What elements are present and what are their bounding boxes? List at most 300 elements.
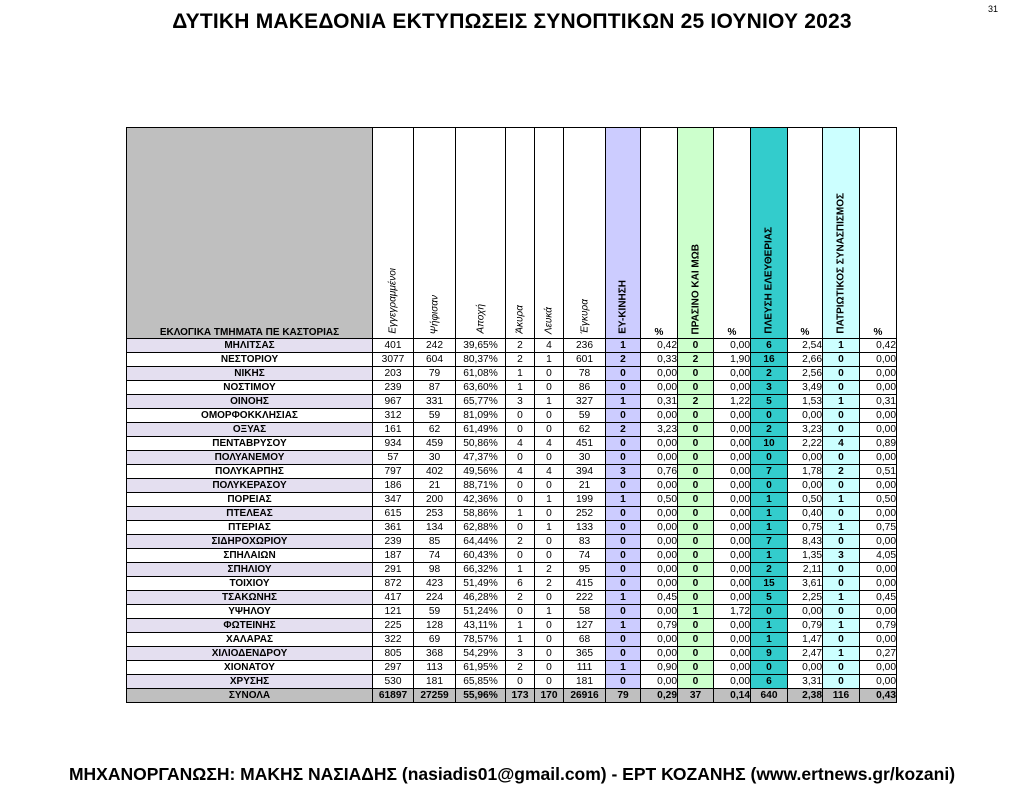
cell-patriotikos-pct: 0,00 (860, 353, 897, 367)
cell-abstention: 81,09% (456, 409, 506, 423)
cell-voted: 368 (414, 647, 456, 661)
cell-plefsi-pct: 0,79 (788, 619, 823, 633)
cell-abstention: 61,49% (456, 423, 506, 437)
cell-valid: 26916 (564, 689, 606, 703)
cell-registered: 203 (373, 367, 414, 381)
cell-prasino-mov-pct: 0,00 (714, 521, 751, 535)
cell-valid: 21 (564, 479, 606, 493)
cell-valid: 451 (564, 437, 606, 451)
cell-prasino-mov-votes: 0 (678, 563, 714, 577)
cell-patriotikos-votes: 2 (823, 465, 860, 479)
cell-district-name: ΝΟΣΤΙΜΟΥ (127, 381, 373, 395)
cell-plefsi-pct: 2,25 (788, 591, 823, 605)
cell-patriotikos-pct: 0,00 (860, 563, 897, 577)
cell-invalid: 1 (506, 619, 535, 633)
cell-ev-kinisi-votes: 0 (606, 521, 641, 535)
cell-ev-kinisi-pct: 0,00 (641, 563, 678, 577)
cell-district-name: ΟΙΝΟΗΣ (127, 395, 373, 409)
cell-valid: 62 (564, 423, 606, 437)
cell-abstention: 46,28% (456, 591, 506, 605)
cell-ev-kinisi-pct: 0,00 (641, 381, 678, 395)
cell-ev-kinisi-pct: 0,00 (641, 451, 678, 465)
cell-plefsi-votes: 5 (751, 395, 788, 409)
cell-ev-kinisi-pct: 0,76 (641, 465, 678, 479)
cell-plefsi-pct: 0,75 (788, 521, 823, 535)
cell-district-name: ΠΕΝΤΑΒΡΥΣΟΥ (127, 437, 373, 451)
cell-registered: 3077 (373, 353, 414, 367)
cell-abstention: 78,57% (456, 633, 506, 647)
cell-plefsi-votes: 7 (751, 465, 788, 479)
cell-registered: 967 (373, 395, 414, 409)
cell-abstention: 80,37% (456, 353, 506, 367)
cell-valid: 394 (564, 465, 606, 479)
cell-patriotikos-pct: 0,00 (860, 367, 897, 381)
cell-blank: 0 (535, 451, 564, 465)
table-row (127, 563, 897, 577)
page-number: 31 (988, 4, 999, 14)
cell-blank: 0 (535, 675, 564, 689)
header-voted (414, 128, 456, 339)
cell-valid: 601 (564, 353, 606, 367)
table-row (127, 605, 897, 619)
cell-invalid: 0 (506, 493, 535, 507)
header-party-patriotikos (823, 128, 860, 339)
cell-patriotikos-votes: 0 (823, 367, 860, 381)
cell-prasino-mov-votes: 0 (678, 521, 714, 535)
header-district: ΕΚΛΟΓΙΚΑ ΤΜΗΜΑΤΑ ΠΕ ΚΑΣΤΟΡΙΑΣ (127, 128, 373, 339)
cell-blank: 1 (535, 521, 564, 535)
cell-voted: 459 (414, 437, 456, 451)
cell-plefsi-votes: 1 (751, 521, 788, 535)
cell-plefsi-pct: 2,56 (788, 367, 823, 381)
cell-blank: 4 (535, 465, 564, 479)
cell-blank: 0 (535, 381, 564, 395)
cell-district-name: ΣΠΗΛΙΟΥ (127, 563, 373, 577)
header-row (127, 128, 897, 339)
cell-ev-kinisi-pct: 0,00 (641, 437, 678, 451)
cell-abstention: 65,77% (456, 395, 506, 409)
cell-invalid: 6 (506, 577, 535, 591)
cell-registered: 57 (373, 451, 414, 465)
table-row (127, 535, 897, 549)
cell-ev-kinisi-pct: 0,00 (641, 675, 678, 689)
cell-patriotikos-pct: 0,00 (860, 381, 897, 395)
cell-district-name: ΠΤΕΡΙΑΣ (127, 521, 373, 535)
cell-voted: 79 (414, 367, 456, 381)
cell-ev-kinisi-pct: 0,00 (641, 367, 678, 381)
cell-patriotikos-pct: 0,00 (860, 661, 897, 675)
cell-plefsi-votes: 2 (751, 367, 788, 381)
cell-blank: 0 (535, 549, 564, 563)
header-pct-2: % (714, 128, 751, 339)
cell-valid: 111 (564, 661, 606, 675)
header-valid (564, 128, 606, 339)
cell-valid: 30 (564, 451, 606, 465)
cell-plefsi-pct: 8,43 (788, 535, 823, 549)
cell-patriotikos-pct: 0,89 (860, 437, 897, 451)
cell-prasino-mov-pct: 0,00 (714, 647, 751, 661)
cell-invalid: 1 (506, 633, 535, 647)
cell-valid: 252 (564, 507, 606, 521)
cell-registered: 615 (373, 507, 414, 521)
table-row (127, 675, 897, 689)
cell-district-name: ΧΡΥΣΗΣ (127, 675, 373, 689)
cell-plefsi-votes: 0 (751, 605, 788, 619)
cell-abstention: 62,88% (456, 521, 506, 535)
cell-voted: 59 (414, 605, 456, 619)
cell-registered: 239 (373, 381, 414, 395)
cell-ev-kinisi-votes: 0 (606, 563, 641, 577)
header-pct-4: % (860, 128, 897, 339)
cell-ev-kinisi-pct: 0,00 (641, 647, 678, 661)
cell-patriotikos-votes: 1 (823, 339, 860, 353)
cell-ev-kinisi-votes: 0 (606, 437, 641, 451)
cell-blank: 2 (535, 563, 564, 577)
cell-voted: 134 (414, 521, 456, 535)
cell-invalid: 4 (506, 465, 535, 479)
cell-prasino-mov-votes: 0 (678, 339, 714, 353)
cell-district-name: ΟΞΥΑΣ (127, 423, 373, 437)
cell-plefsi-votes: 3 (751, 381, 788, 395)
cell-valid: 78 (564, 367, 606, 381)
cell-valid: 127 (564, 619, 606, 633)
cell-blank: 1 (535, 353, 564, 367)
table-row (127, 465, 897, 479)
cell-district-name: ΣΙΔΗΡΟΧΩΡΙΟΥ (127, 535, 373, 549)
cell-abstention: 49,56% (456, 465, 506, 479)
cell-ev-kinisi-pct: 0,00 (641, 535, 678, 549)
cell-patriotikos-pct: 0,75 (860, 521, 897, 535)
cell-ev-kinisi-votes: 0 (606, 647, 641, 661)
header-blank-label: Λευκά (543, 306, 555, 334)
cell-prasino-mov-votes: 0 (678, 661, 714, 675)
cell-plefsi-votes: 1 (751, 549, 788, 563)
cell-ev-kinisi-votes: 0 (606, 633, 641, 647)
header-blank (535, 128, 564, 339)
cell-voted: 30 (414, 451, 456, 465)
cell-plefsi-pct: 2,54 (788, 339, 823, 353)
cell-prasino-mov-pct: 1,22 (714, 395, 751, 409)
table-row (127, 619, 897, 633)
cell-ev-kinisi-votes: 0 (606, 535, 641, 549)
cell-patriotikos-votes: 0 (823, 605, 860, 619)
cell-ev-kinisi-votes: 0 (606, 381, 641, 395)
cell-patriotikos-votes: 0 (823, 381, 860, 395)
cell-abstention: 47,37% (456, 451, 506, 465)
cell-ev-kinisi-pct: 0,50 (641, 493, 678, 507)
cell-prasino-mov-votes: 0 (678, 507, 714, 521)
cell-voted: 62 (414, 423, 456, 437)
table-row (127, 479, 897, 493)
cell-plefsi-pct: 1,35 (788, 549, 823, 563)
cell-ev-kinisi-pct: 0,31 (641, 395, 678, 409)
cell-plefsi-pct: 3,31 (788, 675, 823, 689)
cell-ev-kinisi-votes: 2 (606, 353, 641, 367)
header-party-plefsi (751, 128, 788, 339)
cell-patriotikos-pct: 0,50 (860, 493, 897, 507)
cell-plefsi-votes: 7 (751, 535, 788, 549)
header-party-ev-kinisi-label: ΕΥ-ΚΙΝΗΣΗ (617, 280, 629, 334)
cell-prasino-mov-votes: 1 (678, 605, 714, 619)
cell-patriotikos-votes: 0 (823, 507, 860, 521)
cell-plefsi-votes: 2 (751, 423, 788, 437)
table-row (127, 507, 897, 521)
cell-invalid: 1 (506, 563, 535, 577)
cell-prasino-mov-pct: 0,14 (714, 689, 751, 703)
cell-prasino-mov-votes: 0 (678, 647, 714, 661)
cell-valid: 74 (564, 549, 606, 563)
cell-invalid: 0 (506, 549, 535, 563)
cell-ev-kinisi-pct: 0,00 (641, 507, 678, 521)
cell-plefsi-votes: 1 (751, 633, 788, 647)
cell-blank: 0 (535, 633, 564, 647)
cell-invalid: 0 (506, 409, 535, 423)
cell-patriotikos-pct: 0,00 (860, 605, 897, 619)
table-row (127, 353, 897, 367)
cell-abstention: 60,43% (456, 549, 506, 563)
cell-registered: 187 (373, 549, 414, 563)
cell-patriotikos-votes: 0 (823, 451, 860, 465)
cell-patriotikos-pct: 0,42 (860, 339, 897, 353)
cell-invalid: 2 (506, 591, 535, 605)
cell-abstention: 54,29% (456, 647, 506, 661)
cell-blank: 1 (535, 605, 564, 619)
cell-plefsi-pct: 1,53 (788, 395, 823, 409)
cell-ev-kinisi-pct: 0,33 (641, 353, 678, 367)
cell-invalid: 173 (506, 689, 535, 703)
cell-registered: 530 (373, 675, 414, 689)
cell-patriotikos-pct: 0,00 (860, 479, 897, 493)
cell-ev-kinisi-votes: 2 (606, 423, 641, 437)
cell-abstention: 64,44% (456, 535, 506, 549)
cell-ev-kinisi-pct: 0,00 (641, 521, 678, 535)
cell-blank: 0 (535, 507, 564, 521)
header-abstention-label: Αποχή (475, 304, 486, 334)
cell-ev-kinisi-votes: 0 (606, 451, 641, 465)
cell-patriotikos-votes: 1 (823, 591, 860, 605)
cell-invalid: 0 (506, 675, 535, 689)
cell-prasino-mov-pct: 0,00 (714, 619, 751, 633)
cell-valid: 83 (564, 535, 606, 549)
cell-ev-kinisi-votes: 79 (606, 689, 641, 703)
cell-invalid: 3 (506, 395, 535, 409)
header-pct-1: % (641, 128, 678, 339)
cell-plefsi-pct: 2,47 (788, 647, 823, 661)
cell-prasino-mov-pct: 0,00 (714, 479, 751, 493)
cell-plefsi-pct: 3,23 (788, 423, 823, 437)
cell-plefsi-votes: 2 (751, 563, 788, 577)
cell-registered: 239 (373, 535, 414, 549)
cell-ev-kinisi-pct: 0,00 (641, 479, 678, 493)
cell-ev-kinisi-votes: 1 (606, 619, 641, 633)
table-row (127, 381, 897, 395)
cell-prasino-mov-votes: 0 (678, 465, 714, 479)
cell-plefsi-votes: 10 (751, 437, 788, 451)
cell-blank: 0 (535, 479, 564, 493)
header-voted-label: Ψήφισαν (429, 294, 440, 334)
table-row (127, 521, 897, 535)
cell-ev-kinisi-pct: 3,23 (641, 423, 678, 437)
cell-prasino-mov-pct: 0,00 (714, 367, 751, 381)
cell-blank: 0 (535, 591, 564, 605)
cell-prasino-mov-pct: 0,00 (714, 465, 751, 479)
cell-invalid: 1 (506, 507, 535, 521)
cell-invalid: 4 (506, 437, 535, 451)
cell-blank: 0 (535, 367, 564, 381)
table-row (127, 661, 897, 675)
cell-plefsi-votes: 0 (751, 661, 788, 675)
header-party-prasino-mov (678, 128, 714, 339)
cell-abstention: 61,08% (456, 367, 506, 381)
cell-district-name: ΟΜΟΡΦΟΚΚΛΗΣΙΑΣ (127, 409, 373, 423)
cell-voted: 69 (414, 633, 456, 647)
cell-prasino-mov-votes: 2 (678, 395, 714, 409)
cell-ev-kinisi-votes: 0 (606, 549, 641, 563)
cell-plefsi-votes: 6 (751, 675, 788, 689)
cell-blank: 0 (535, 423, 564, 437)
cell-patriotikos-votes: 0 (823, 563, 860, 577)
table-row (127, 647, 897, 661)
cell-patriotikos-votes: 0 (823, 535, 860, 549)
cell-plefsi-votes: 1 (751, 507, 788, 521)
cell-registered: 347 (373, 493, 414, 507)
header-invalid-label: Άκυρα (514, 305, 526, 334)
header-party-patriotikos-label: ΠΑΤΡΙΩΤΙΚΟΣ ΣΥΝΑΣΠΙΣΜΟΣ (835, 193, 847, 334)
header-registered-label: Εγγεγραμμένοι (387, 268, 399, 334)
cell-plefsi-pct: 0,00 (788, 661, 823, 675)
cell-prasino-mov-pct: 1,72 (714, 605, 751, 619)
results-table (126, 127, 897, 703)
cell-invalid: 1 (506, 381, 535, 395)
cell-prasino-mov-votes: 0 (678, 479, 714, 493)
cell-patriotikos-votes: 1 (823, 395, 860, 409)
cell-valid: 86 (564, 381, 606, 395)
table-row (127, 577, 897, 591)
cell-patriotikos-pct: 0,43 (860, 689, 897, 703)
cell-patriotikos-pct: 0,00 (860, 633, 897, 647)
cell-patriotikos-votes: 116 (823, 689, 860, 703)
header-party-prasino-mov-label: ΠΡΑΣΙΝΟ ΚΑΙ ΜΩΒ (690, 243, 701, 334)
cell-district-name: ΝΙΚΗΣ (127, 367, 373, 381)
cell-ev-kinisi-votes: 0 (606, 577, 641, 591)
cell-ev-kinisi-pct: 0,90 (641, 661, 678, 675)
cell-patriotikos-votes: 3 (823, 549, 860, 563)
cell-plefsi-pct: 1,78 (788, 465, 823, 479)
table-row (127, 395, 897, 409)
table-row (127, 409, 897, 423)
header-pct-3: % (788, 128, 823, 339)
cell-plefsi-pct: 2,38 (788, 689, 823, 703)
cell-prasino-mov-votes: 0 (678, 591, 714, 605)
page-title: ΔΥΤΙΚΗ ΜΑΚΕΔΟΝΙΑ ΕΚΤΥΠΩΣΕΙΣ ΣΥΝΟΠΤΙΚΩΝ 25 ΙΟΥΝΙΟΥ 2023 (172, 10, 852, 33)
cell-patriotikos-pct: 4,05 (860, 549, 897, 563)
cell-prasino-mov-votes: 0 (678, 577, 714, 591)
cell-prasino-mov-votes: 0 (678, 409, 714, 423)
cell-registered: 322 (373, 633, 414, 647)
cell-ev-kinisi-votes: 1 (606, 339, 641, 353)
cell-voted: 242 (414, 339, 456, 353)
cell-district-name: ΤΣΑΚΩΝΗΣ (127, 591, 373, 605)
footer-credits: ΜΗΧΑΝΟΡΓΑΝΩΣΗ: ΜΑΚΗΣ ΝΑΣΙΑΔΗΣ (nasiadis01@gmail.com) - ΕΡΤ ΚΟΖΑΝΗΣ (www.ertnews.gr/kozani) (68, 764, 956, 784)
cell-invalid: 0 (506, 479, 535, 493)
cell-registered: 291 (373, 563, 414, 577)
cell-registered: 297 (373, 661, 414, 675)
cell-prasino-mov-pct: 0,00 (714, 633, 751, 647)
cell-plefsi-pct: 3,61 (788, 577, 823, 591)
cell-ev-kinisi-votes: 0 (606, 605, 641, 619)
totals-row (127, 689, 897, 703)
cell-abstention: 63,60% (456, 381, 506, 395)
cell-plefsi-votes: 9 (751, 647, 788, 661)
cell-patriotikos-votes: 0 (823, 633, 860, 647)
cell-prasino-mov-pct: 0,00 (714, 549, 751, 563)
cell-blank: 4 (535, 437, 564, 451)
cell-plefsi-votes: 6 (751, 339, 788, 353)
cell-abstention: 61,95% (456, 661, 506, 675)
cell-patriotikos-pct: 0,51 (860, 465, 897, 479)
cell-patriotikos-pct: 0,27 (860, 647, 897, 661)
cell-patriotikos-pct: 0,45 (860, 591, 897, 605)
cell-patriotikos-votes: 1 (823, 493, 860, 507)
cell-valid: 181 (564, 675, 606, 689)
results-body (127, 339, 897, 703)
cell-prasino-mov-votes: 0 (678, 675, 714, 689)
cell-voted: 21 (414, 479, 456, 493)
table-row (127, 339, 897, 353)
cell-voted: 224 (414, 591, 456, 605)
cell-prasino-mov-pct: 0,00 (714, 493, 751, 507)
cell-plefsi-votes: 16 (751, 353, 788, 367)
cell-prasino-mov-pct: 0,00 (714, 675, 751, 689)
cell-prasino-mov-pct: 0,00 (714, 661, 751, 675)
cell-abstention: 42,36% (456, 493, 506, 507)
cell-plefsi-pct: 1,47 (788, 633, 823, 647)
cell-abstention: 39,65% (456, 339, 506, 353)
cell-ev-kinisi-pct: 0,29 (641, 689, 678, 703)
cell-plefsi-votes: 640 (751, 689, 788, 703)
cell-prasino-mov-votes: 0 (678, 493, 714, 507)
cell-plefsi-pct: 2,22 (788, 437, 823, 451)
cell-patriotikos-votes: 4 (823, 437, 860, 451)
cell-ev-kinisi-votes: 1 (606, 661, 641, 675)
cell-registered: 417 (373, 591, 414, 605)
cell-prasino-mov-pct: 0,00 (714, 381, 751, 395)
cell-valid: 365 (564, 647, 606, 661)
cell-blank: 4 (535, 339, 564, 353)
cell-prasino-mov-votes: 37 (678, 689, 714, 703)
header-registered (373, 128, 414, 339)
cell-abstention: 65,85% (456, 675, 506, 689)
cell-ev-kinisi-pct: 0,00 (641, 633, 678, 647)
cell-registered: 797 (373, 465, 414, 479)
cell-patriotikos-pct: 0,00 (860, 451, 897, 465)
cell-plefsi-votes: 1 (751, 493, 788, 507)
cell-prasino-mov-pct: 0,00 (714, 451, 751, 465)
cell-patriotikos-pct: 0,00 (860, 675, 897, 689)
cell-valid: 222 (564, 591, 606, 605)
cell-district-name: ΤΟΙΧΙΟΥ (127, 577, 373, 591)
cell-voted: 85 (414, 535, 456, 549)
cell-voted: 423 (414, 577, 456, 591)
cell-registered: 161 (373, 423, 414, 437)
cell-prasino-mov-votes: 0 (678, 535, 714, 549)
cell-blank: 0 (535, 619, 564, 633)
cell-prasino-mov-votes: 0 (678, 619, 714, 633)
cell-registered: 872 (373, 577, 414, 591)
cell-district-name: ΠΤΕΛΕΑΣ (127, 507, 373, 521)
cell-ev-kinisi-votes: 0 (606, 367, 641, 381)
cell-ev-kinisi-pct: 0,45 (641, 591, 678, 605)
